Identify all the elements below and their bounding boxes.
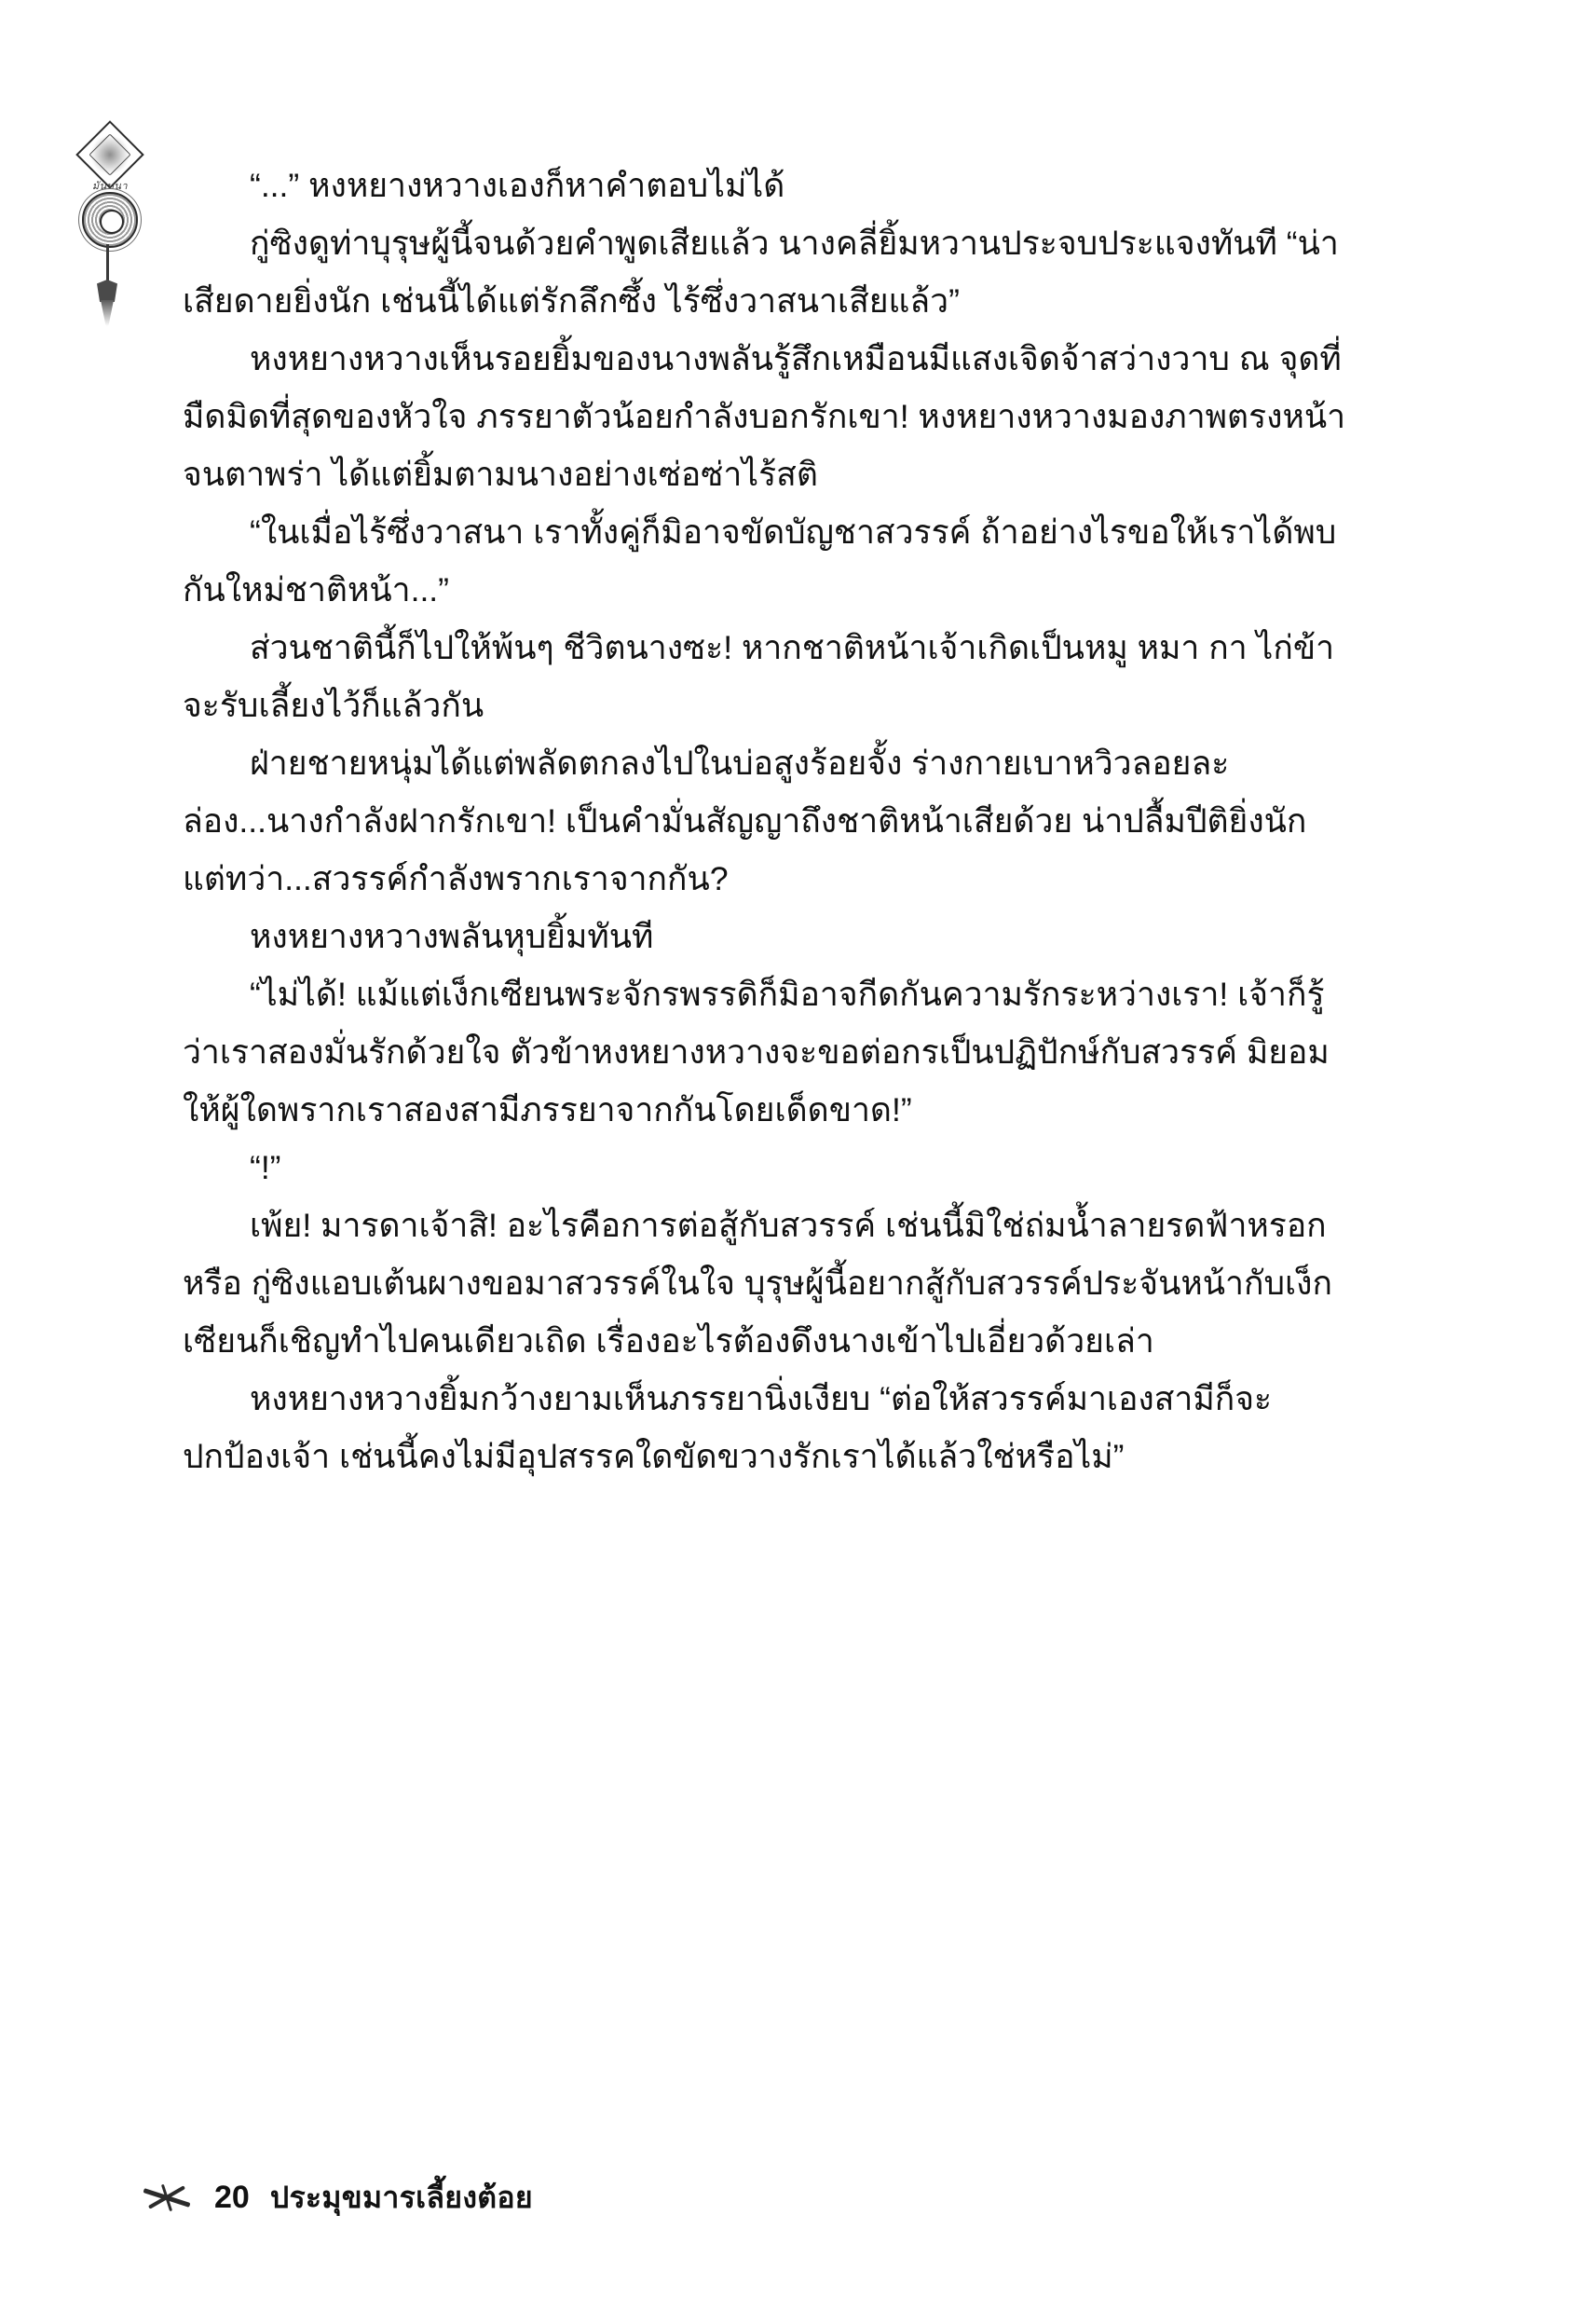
paragraph: กู่ซิงดูท่าบุรุษผู้นี้จนด้วยคำพูดเสียแล้ว นางคลี่ยิ้มหวานประจบประแจงทันที “น่าเสียดายยิ่งนัก เช่นนี้ได้แต่รักลึกซึ้ง ไร้ซึ่งวาสนาเสียแล้ว” <box>183 225 1339 320</box>
page-ornament <box>73 130 158 335</box>
page-footer <box>140 2169 978 2225</box>
rosette-medallion-icon <box>82 192 138 248</box>
paragraph: เพ้ย! มารดาเจ้าสิ! อะไรคือการต่อสู้กับสวรรค์ เช่นนี้มิใช่ถ่มน้ำลายรดฟ้าหรอกหรือ กู่ซิงแอบเต้นผางขอมาสวรรค์ในใจ บุรุษผู้นี้อยากสู้กับสวรรค์ประจันหน้ากับเง็กเซียนก็เชิญทำไปคนเดียวเถิด เรื่องอะไรต้องดึงนางเข้าไปเอี่ยวด้วยเล่า <box>183 1207 1332 1360</box>
paragraph: ฝ่ายชายหนุ่มได้แต่พลัดตกลงไปในบ่อสูงร้อยจั้ง ร่างกายเบาหวิวลอยละล่อง...นางกำลังฝากรักเขา! เป็นคำมั่นสัญญาถึงชาติหน้าเสียด้วย น่าปลื้มปีติยิ่งนัก แต่ทว่า...สวรรค์กำลังพรากเราจากกัน? <box>183 745 1307 897</box>
paragraph: “ในเมื่อไร้ซึ่งวาสนา เราทั้งคู่ก็มิอาจขัดบัญชาสวรรค์ ถ้าอย่างไรขอให้เราได้พบกันใหม่ชาติหน้า...” <box>183 513 1337 609</box>
ornament-bead-line <box>106 244 109 283</box>
paragraph: “...” หงหยางหวางเองก็หาคำตอบไม่ได้ <box>250 167 785 204</box>
book-title: ประมุขมารเลี้ยงต้อย <box>269 2180 533 2214</box>
tassel-tail-icon <box>101 300 114 326</box>
paragraph: “ไม่ได้! แม้แต่เง็กเซียนพระจักรพรรดิก็มิอาจกีดกันความรักระหว่างเรา! เจ้าก็รู้ว่าเราสองมั่นรักด้วยใจ ตัวข้าหงหยางหวางจะขอต่อกรเป็นปฏิปักษ์กับสวรรค์ มิยอมให้ผู้ใดพรากเราสองสามีภรรยาจากกันโดยเด็ดขาด!” <box>183 976 1330 1128</box>
paragraph: หงหยางหวางเห็นรอยยิ้มของนางพลันรู้สึกเหมือนมีแสงเจิดจ้าสว่างวาบ ณ จุดที่มืดมิดที่สุดของหัวใจ ภรรยาตัวน้อยกำลังบอกรักเขา! หงหยางหวางมองภาพตรงหน้าจนตาพร่า ได้แต่ยิ้มตามนางอย่างเซ่อซ่าไร้สติ <box>183 340 1346 493</box>
tassel-icon <box>97 280 117 302</box>
page-body-text <box>183 157 1358 1485</box>
sparkle-icon <box>140 2173 194 2222</box>
page-number: 20 <box>214 2179 250 2215</box>
paragraph: หงหยางหวางยิ้มกว้างยามเห็นภรรยานิ่งเงียบ “ต่อให้สวรรค์มาเองสามีก็จะปกป้องเจ้า เช่นนี้คงไม่มีอุปสรรคใดขัดขวางรักเราได้แล้วใช่หรือไม่” <box>183 1380 1273 1475</box>
ornament-script-label: มันทนา <box>91 180 129 192</box>
paragraph: ส่วนชาตินี้ก็ไปให้พ้นๆ ชีวิตนางซะ! หากชาติหน้าเจ้าเกิดเป็นหมู หมา กา ไก่ข้าจะรับเลี้ยงไว้ก็แล้วกัน <box>183 629 1335 724</box>
paragraph: “!” <box>250 1149 281 1186</box>
paragraph: หงหยางหวางพลันหุบยิ้มทันที <box>250 918 654 955</box>
